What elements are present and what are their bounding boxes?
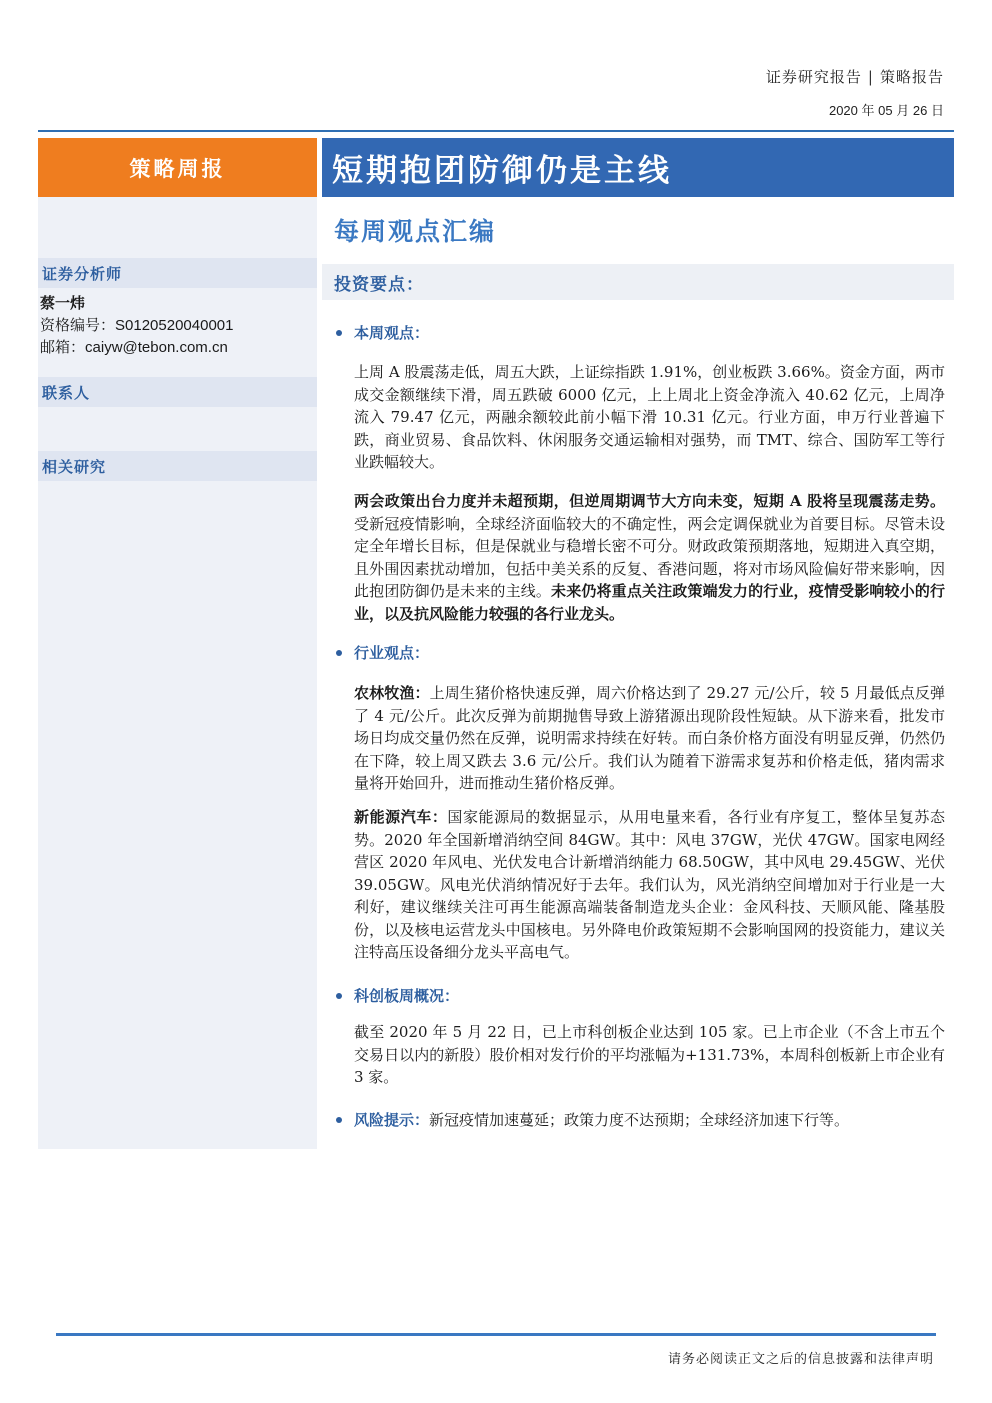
star-market-paragraph: 截至 2020 年 5 月 22 日，已上市科创板企业达到 105 家。已上市企业（不含上市五个交易日以内的新股）股价相对发行价的平均涨幅为+131.73%，本周科创板新上市企业有 3 家。	[354, 1023, 945, 1086]
contact-heading: 联系人	[38, 377, 317, 407]
report-date	[766, 100, 944, 119]
risk-title	[336, 1109, 849, 1130]
industry-view-title	[336, 642, 429, 663]
research-heading: 相关研究	[38, 451, 317, 481]
risk-text: 新冠疫情加速蔓延；政策力度不达预期；全球经济加速下行等。	[429, 1111, 850, 1129]
weekly-view-title	[336, 322, 429, 343]
industry-view-label: 行业观点：	[354, 644, 430, 662]
investment-highlights-heading: 投资要点：	[322, 264, 954, 300]
weekly-view-bold-2: 未来仍将重点关注政策端发力的行业，疫情受影响较小的行业，以及抗风险能力较强的各行业龙头。	[354, 582, 945, 623]
bullet-dot-icon	[336, 330, 342, 336]
weekly-view-label: 本周观点：	[354, 324, 430, 342]
star-market-label: 科创板周概况：	[354, 987, 460, 1005]
weekly-view-paragraph-1: 上周 A 股震荡走低，周五大跌，上证综指跌 1.91%，创业板跌 3.66%。资金方面，两市成交金额继续下滑，周五跌破 6000 亿元，上上周北上资金净流入 40.62 亿元，上周净流入 79.47 亿元，两融余额较此前小幅下滑 10.31 亿元。行业方面，申万行业普遍下跌，商业贸易、食品饮料、休闲服务交通运输相对强势，而 TMT、综合、国防军工等行业跌幅较大。	[354, 363, 945, 471]
cert-label: 资格编号：	[40, 316, 116, 334]
nev-label: 新能源汽车：	[354, 808, 448, 826]
date-day: 26	[912, 103, 928, 118]
report-header	[766, 66, 944, 119]
agri-paragraph	[354, 682, 945, 795]
report-tag: 策略周报	[38, 138, 317, 197]
report-title: 短期抱团防御仍是主线	[322, 138, 954, 197]
risk-label: 风险提示：	[354, 1111, 430, 1129]
date-day-char: 日	[930, 104, 944, 119]
date-year: 2020	[828, 103, 858, 118]
report-type: 证券研究报告	[765, 68, 862, 86]
report-subtitle: 每周观点汇编	[334, 217, 497, 246]
weekly-view-normal: 受新冠疫情影响，全球经济面临较大的不确定性，两会定调保就业为首要目标。尽管未设定全年增长目标，但是保就业与稳增长密不可分。财政政策预期落地，短期进入真空期，且外围因素扰动增加，包括中美关系的反复、香港问题，将对市场风险偏好带来影响，因此抱团防御仍是未来的主线。	[354, 514, 945, 600]
header-divider	[38, 130, 954, 132]
nev-text: 国家能源局的数据显示，从用电量来看，各行业有序复工，整体呈复苏态势。2020 年全国新增消纳空间 84GW。其中：风电 37GW，光伏 47GW。国家电网经营区 2020 年风电、光伏发电合计新增消纳能力 68.50GW，其中风电 29.45GW、光伏 39.05GW。风电光伏消纳情况好于去年。我们认为，风光消纳空间增加对于行业是一大利好，建议继续关注可再生能源高端装备制造龙头企业：金风科技、天顺风能、隆基股份，以及核电运营龙头中国核电。另外降电价政策短期不会影响国网的投资能力，建议关注特高压设备细分龙头平高电气。	[354, 808, 945, 961]
star-market-title	[336, 985, 459, 1006]
nev-paragraph	[354, 806, 945, 964]
analyst-email	[40, 336, 228, 357]
date-month-char: 月	[896, 104, 910, 119]
agri-text: 上周生猪价格快速反弹，周六价格达到了 29.27 元/公斤，较 5 月最低点反弹了 4 元/公斤。此次反弹为前期抛售导致上游猪源出现阶段性短缺。从下游来看，批发市场日均成交量仍然在反弹，说明需求持续在好转。而白条价格方面没有明显反弹，仍然仍在下降，较上周又跌去 3.6 元/公斤。我们认为随着下游需求复苏和价格走低，猪肉需求量将开始回升，进而推动生猪价格反弹。	[354, 684, 945, 792]
agri-label: 农林牧渔：	[354, 684, 430, 702]
email-label: 邮箱：	[40, 338, 86, 356]
header-separator: |	[867, 68, 874, 86]
cert-value: S0120520040001	[115, 317, 234, 334]
weekly-view-bold-1: 两会政策出台力度并未超预期，但逆周期调节大方向未变，短期 A 股将呈现震荡走势。	[354, 492, 945, 510]
footer-disclaimer: 请务必阅读正文之后的信息披露和法律声明	[667, 1352, 934, 1367]
email-value[interactable]: caiyw@tebon.com.cn	[85, 339, 228, 356]
weekly-view-paragraph-2	[354, 490, 945, 625]
bullet-dot-icon	[336, 650, 342, 656]
date-year-char: 年	[861, 104, 875, 119]
footer-divider	[56, 1333, 936, 1336]
date-month: 05	[878, 103, 893, 118]
analyst-heading: 证券分析师	[38, 258, 317, 288]
bullet-dot-icon	[336, 1117, 342, 1123]
bullet-dot-icon	[336, 993, 342, 999]
report-type-line	[766, 66, 944, 87]
analyst-name: 蔡一炜	[40, 294, 86, 312]
analyst-cert	[40, 314, 233, 335]
report-category: 策略报告	[879, 68, 944, 86]
